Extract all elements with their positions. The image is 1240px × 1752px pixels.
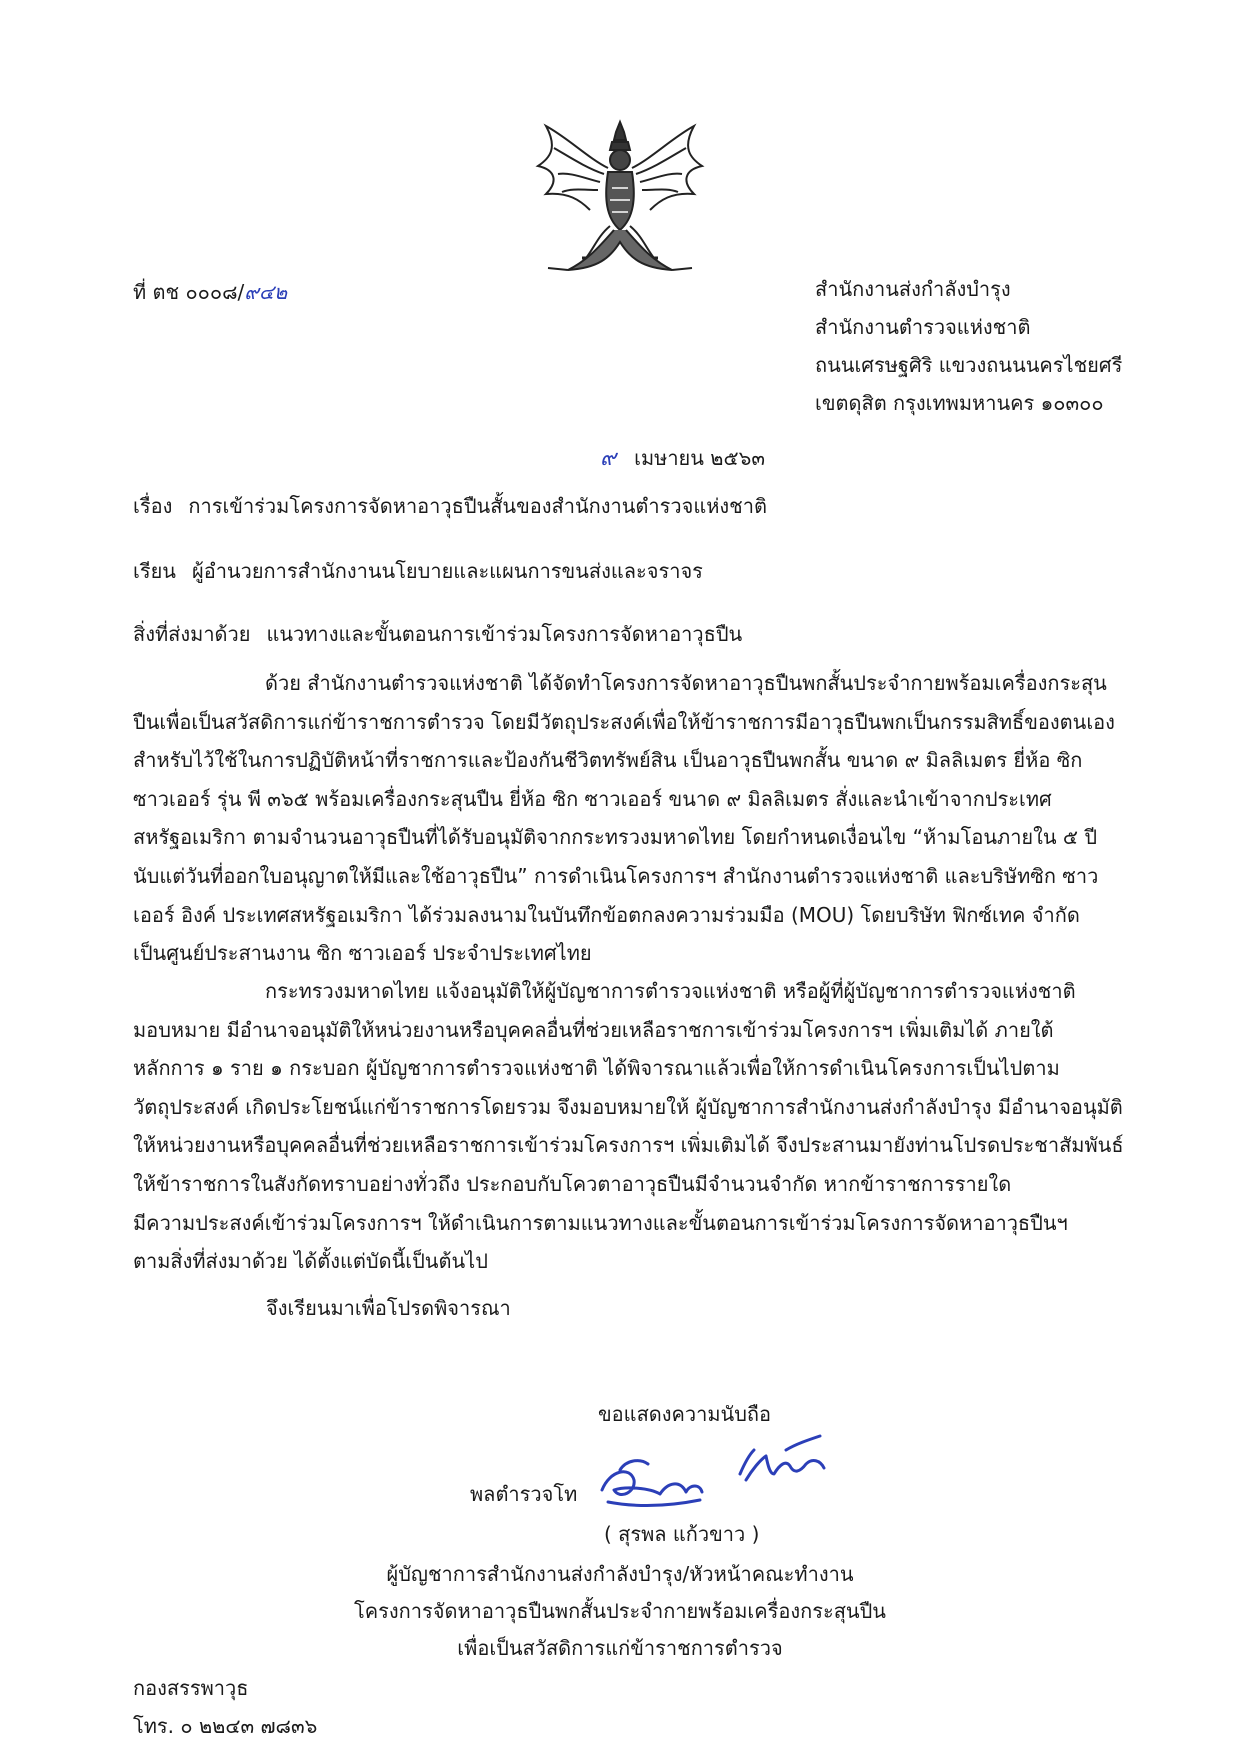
enclosure-label: สิ่งที่ส่งมาด้วย [133,622,251,646]
paragraph-2-line: ให้หน่วยงานหรือบุคคลอื่นที่ช่วยเหลือราชการเข้าร่วมโครงการฯ เพิ่มเติมได้ จึงประสานมายังท่านโปรดประชาสัมพันธ์ [133,1133,1124,1158]
body-paragraph-2 [133,972,1124,1281]
signer-position-line-3: เพื่อเป็นสวัสดิการแก่ข้าราชการตำรวจ [457,1636,783,1660]
date-day-handwritten: ๙ [600,446,617,471]
paragraph-1-line: ด้วย สำนักงานตำรวจแห่งชาติ ได้จัดทำโครงการจัดหาอาวุธปืนพกสั้นประจำกายพร้อมเครื่องกระสุน [265,671,1107,695]
reference-number-handwritten: ๙๔๒ [244,280,288,304]
paragraph-1-line: สำหรับไว้ใช้ในการปฏิบัติหน้าที่ราชการและป้องกันชีวิตทรัพย์สิน เป็นอาวุธปืนพกสั้น ขนาด ๙ มิลลิเมตร ยี่ห้อ ซิก [133,748,1083,773]
subject-line [133,490,767,522]
paragraph-1-line: สหรัฐอเมริกา ตามจำนวนอาวุธปืนที่ได้รับอนุมัติจากกระทรวงมหาดไทย โดยกำหนดเงื่อนไข “ห้ามโอนภายใน ๕ ปี [133,825,1098,850]
paragraph-1-line: ซาวเออร์ รุ่น พี ๓๖๕ พร้อมเครื่องกระสุนปืน ยี่ห้อ ซิก ซาวเออร์ ขนาด ๙ มิลลิเมตร สั่งและนำเข้าจากประเทศ [133,786,1052,811]
date-month-year: เมษายน ๒๕๖๓ [634,446,765,470]
recipient-label: เรียน [133,559,176,583]
body-paragraph-1 [133,664,1115,973]
paragraph-2-line: ตามสิ่งที่ส่งมาด้วย ได้ตั้งแต่บัดนี้เป็นต้นไป [133,1249,488,1274]
paragraph-2-line: กระทรวงมหาดไทย แจ้งอนุมัติให้ผู้บัญชาการตำรวจแห่งชาติ หรือผู้ที่ผู้บัญชาการตำรวจแห่งชาติ [265,979,1076,1003]
paragraph-1-line: เออร์ อิงค์ ประเทศสหรัฐอเมริกา ได้ร่วมลงนามในบันทึกข้อตกลงความร่วมมือ (MOU) โดยบริษัท ฟิกซ์เทค จำกัด [133,902,1080,927]
sender-address-line-2: สำนักงานตำรวจแห่งชาติ [815,315,1031,339]
telephone: โทร. ๐ ๒๒๔๓ ๗๘๓๖ [133,1714,318,1738]
signer-name: ( สุรพล แก้วขาว ) [604,1522,760,1546]
reference-number [133,276,287,308]
paragraph-1-line: นับแต่วันที่ออกใบอนุญาตให้มีและใช้อาวุธปืน” การดำเนินโครงการฯ สำนักงานตำรวจแห่งชาติ และบริษัทซิก ซาว [133,863,1099,888]
closing-sentence: จึงเรียนมาเพื่อโปรดพิจารณา [266,1296,511,1320]
signer-position-line-2: โครงการจัดหาอาวุธปืนพกสั้นประจำกายพร้อมเครื่องกระสุนปืน [354,1599,886,1623]
enclosure-text: แนวทางและขั้นตอนการเข้าร่วมโครงการจัดหาอาวุธปืน [266,622,743,646]
signer-rank: พลตำรวจโท [470,1482,578,1506]
signature-icon [590,1430,850,1520]
signer-position-line-1: ผู้บัญชาการสำนักงานส่งกำลังบำรุง/หัวหน้าคณะทำงาน [386,1562,854,1586]
subject-label: เรื่อง [133,494,173,518]
sender-address-line-3: ถนนเศรษฐศิริ แขวงถนนนครไชยศรี [815,353,1123,377]
subject-text: การเข้าร่วมโครงการจัดหาอาวุธปืนสั้นของสำนักงานตำรวจแห่งชาติ [188,494,767,518]
paragraph-2-line: หลักการ ๑ ราย ๑ กระบอก ผู้บัญชาการตำรวจแห่งชาติ ได้พิจารณาแล้วเพื่อให้การดำเนินโครงการเป็นไปตาม [133,1056,1060,1081]
paragraph-2-line: ให้ข้าราชการในสังกัดทราบอย่างทั่วถึง ประกอบกับโควตาอาวุธปืนมีจำนวนจำกัด หากข้าราชการรายใด [133,1171,1012,1196]
paragraph-2-line: มอบหมาย มีอำนาจอนุมัติให้หน่วยงานหรือบุคคลอื่นที่ช่วยเหลือราชการเข้าร่วมโครงการฯ เพิ่มเติมได้ ภายใต้ [133,1017,1054,1042]
enclosure-line [133,618,742,650]
garuda-emblem-icon [528,118,713,276]
reference-number-printed: ที่ ตช ๐๐๐๘/ [133,280,245,304]
paragraph-1-line: ปืนเพื่อเป็นสวัสดิการแก่ข้าราชการตำรวจ โดยมีวัตถุประสงค์เพื่อให้ข้าราชการมีอาวุธปืนพกเป็นกรรมสิทธิ์ของตนเอง [133,709,1115,734]
paragraph-2-line: มีความประสงค์เข้าร่วมโครงการฯ ให้ดำเนินการตามแนวทางและขั้นตอนการเข้าร่วมโครงการจัดหาอาวุธปืนฯ [133,1210,1068,1235]
paragraph-2-line: วัตถุประสงค์ เกิดประโยชน์แก่ข้าราชการโดยรวม จึงมอบหมายให้ ผู้บัญชาการสำนักงานส่งกำลังบำรุง มีอำนาจอนุมัติ [133,1094,1123,1119]
regards: ขอแสดงความนับถือ [598,1402,772,1426]
department: กองสรรพาวุธ [133,1676,249,1700]
letter-date [600,440,765,475]
paragraph-1-line: เป็นศูนย์ประสานงาน ซิก ซาวเออร์ ประจำประเทศไทย [133,941,592,966]
recipient-line [133,555,703,587]
recipient-text: ผู้อำนวยการสำนักงานนโยบายและแผนการขนส่งและจราจร [191,559,703,583]
sender-address-line-4: เขตดุสิต กรุงเทพมหานคร ๑๐๓๐๐ [815,391,1104,415]
sender-address-line-1: สำนักงานส่งกำลังบำรุง [815,277,1011,301]
